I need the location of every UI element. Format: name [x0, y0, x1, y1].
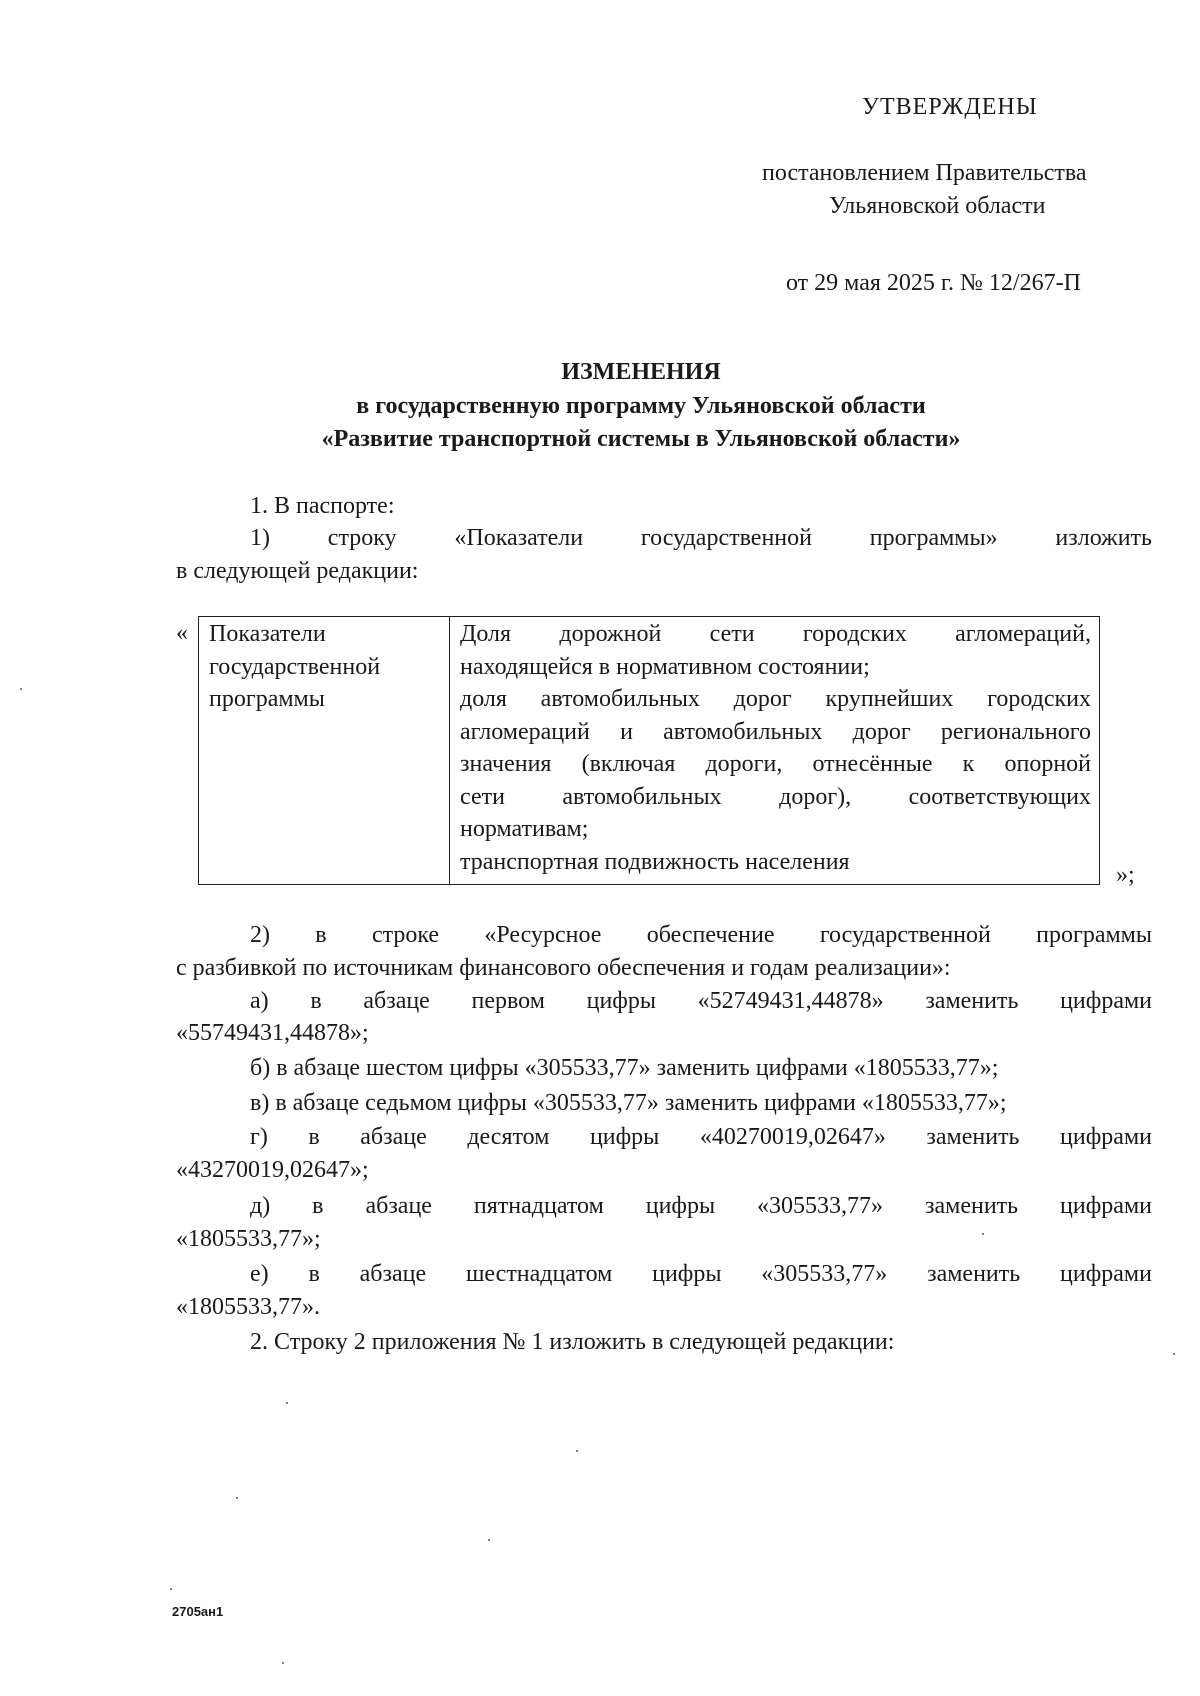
word: абзаце	[363, 988, 430, 1014]
word: цифры	[652, 1261, 722, 1287]
scan-speck	[1173, 1353, 1175, 1355]
table-row	[199, 617, 1100, 885]
subitem-a-line-1	[250, 986, 1152, 1016]
word: крупнейших	[825, 686, 954, 712]
word: шестнадцатом	[465, 1261, 613, 1287]
word: заменить	[925, 988, 1019, 1014]
heading-line-2: «Развитие транспортной системы в Ульяновской области»	[321, 426, 961, 452]
subitem-d-line-1	[250, 1191, 1152, 1221]
word: дороги,	[705, 751, 783, 777]
scan-speck	[20, 688, 22, 690]
word: отнесённые	[812, 751, 933, 777]
cell-line	[460, 683, 1091, 716]
word: в	[308, 1124, 320, 1150]
word: 1)	[250, 525, 270, 551]
indicator-value-cell	[450, 617, 1100, 885]
subitem-g-line-2: «43270019,02647»;	[176, 1157, 369, 1183]
word: доля	[460, 686, 507, 712]
word: цифрами	[1060, 1261, 1152, 1287]
word: к	[962, 751, 975, 777]
word: «40270019,02647»	[699, 1124, 886, 1150]
table-close-quote: »;	[1116, 862, 1135, 888]
word: строке	[371, 922, 440, 948]
table-open-quote: «	[176, 620, 188, 646]
scan-speck	[982, 1233, 984, 1235]
word: городских	[987, 686, 1091, 712]
word: абзаце	[359, 1261, 427, 1287]
subitem-d-line-2: «1805533,77»;	[176, 1226, 321, 1252]
cell-line	[460, 716, 1091, 749]
word: автомобильных	[540, 686, 700, 712]
word: а)	[250, 988, 269, 1014]
word: абзаце	[360, 1124, 427, 1150]
word: и	[620, 718, 633, 745]
approval-date: от 29 мая 2025 г. № 12/267-П	[786, 270, 1081, 296]
word: заменить	[926, 1124, 1020, 1150]
word: 2)	[250, 922, 270, 948]
section-1-item-1	[250, 523, 1152, 553]
word: регионального	[940, 718, 1091, 745]
scan-speck	[236, 1497, 238, 1499]
word: дорожной	[559, 621, 662, 647]
scan-speck	[286, 1402, 288, 1404]
subitem-a-line-2: «55749431,44878»;	[176, 1020, 369, 1046]
word: строку	[327, 525, 397, 551]
word: г)	[250, 1124, 268, 1150]
word: городских	[802, 621, 907, 647]
approval-title: УТВЕРЖДЕНЫ	[862, 94, 1038, 120]
subitem-b: б) в абзаце шестом цифры «305533,77» заменить цифрами «1805533,77»;	[250, 1055, 999, 1081]
approval-line-1: постановлением Правительства	[762, 160, 1087, 186]
subitem-e-line-2: «1805533,77».	[176, 1294, 320, 1320]
approval-line-2: Ульяновской области	[829, 193, 1046, 219]
cell-line	[460, 618, 1091, 651]
scan-speck	[282, 1662, 284, 1664]
cell-line: программы	[209, 686, 325, 712]
subitem-v: в) в абзаце седьмом цифры «305533,77» заменить цифрами «1805533,77»;	[250, 1090, 1007, 1116]
word: цифры	[645, 1193, 716, 1219]
word: дорог	[733, 686, 792, 712]
word: в	[308, 1261, 320, 1287]
heading-title: ИЗМЕНЕНИЯ	[561, 359, 721, 385]
word: обеспечение	[646, 922, 775, 948]
cell-line	[460, 748, 1091, 781]
word: сети	[709, 621, 755, 647]
subitem-e-line-1	[250, 1259, 1152, 1289]
word: десятом	[467, 1124, 550, 1150]
word: е)	[250, 1261, 269, 1287]
word: цифры	[586, 988, 656, 1014]
word: в	[310, 988, 322, 1014]
word: (включая	[581, 751, 676, 777]
word: цифрами	[1060, 1193, 1152, 1219]
word: цифрами	[1060, 1124, 1152, 1150]
section-1-title: 1. В паспорте:	[250, 493, 395, 519]
word: «305533,77»	[761, 1261, 888, 1287]
scan-speck	[488, 1539, 490, 1541]
cell-line	[460, 781, 1091, 814]
word: программы	[1036, 922, 1152, 948]
word: первом	[471, 988, 545, 1014]
word: «Показатели	[454, 525, 584, 551]
cell-line: находящейся в нормативном состоянии;	[460, 653, 870, 680]
item-2-line-1	[250, 920, 1152, 950]
cell-line: транспортная подвижность населения	[460, 848, 850, 875]
word: в	[312, 1193, 324, 1219]
word: дорог	[852, 718, 911, 745]
word: автомобильных	[663, 718, 823, 745]
word: агломераций	[460, 718, 590, 745]
word: опорной	[1004, 751, 1091, 777]
heading-line-1: в государственную программу Ульяновской области	[356, 393, 926, 419]
section-2: 2. Строку 2 приложения № 1 изложить в следующей редакции:	[250, 1329, 895, 1355]
word: государственной	[640, 525, 812, 551]
word: абзаце	[365, 1193, 432, 1219]
word: значения	[460, 751, 552, 777]
word: в	[315, 922, 327, 948]
indicator-name-cell	[199, 617, 450, 885]
word: «305533,77»	[757, 1193, 884, 1219]
word: государственной	[819, 922, 991, 948]
word: цифрами	[1060, 988, 1152, 1014]
cell-line: Показатели	[209, 621, 326, 647]
cell-line: нормативам;	[460, 816, 589, 842]
word: пятнадцатом	[473, 1193, 604, 1219]
cell-line: государственной	[209, 653, 381, 680]
word: «52749431,44878»	[697, 988, 884, 1014]
word: соответствующих	[908, 783, 1091, 810]
word: цифры	[589, 1124, 660, 1150]
word: агломераций,	[955, 621, 1091, 647]
word: заменить	[925, 1193, 1019, 1219]
scan-speck	[576, 1450, 578, 1452]
subitem-g-line-1	[250, 1122, 1152, 1152]
item-2-line-2: с разбивкой по источникам финансового обеспечения и годам реализации»:	[176, 955, 951, 981]
word: сети	[460, 783, 505, 810]
word: «Ресурсное	[484, 922, 602, 948]
scan-speck	[170, 1588, 172, 1590]
word: д)	[250, 1193, 271, 1219]
word: изложить	[1055, 525, 1152, 551]
word: Доля	[460, 621, 512, 647]
word: дорог),	[779, 783, 852, 810]
word: заменить	[927, 1261, 1021, 1287]
word: программы»	[869, 525, 998, 551]
footer-code: 2705ан1	[172, 1604, 224, 1619]
word: автомобильных	[562, 783, 722, 810]
indicator-table	[198, 616, 1100, 885]
section-1-item-1-continued: в следующей редакции:	[176, 558, 419, 584]
